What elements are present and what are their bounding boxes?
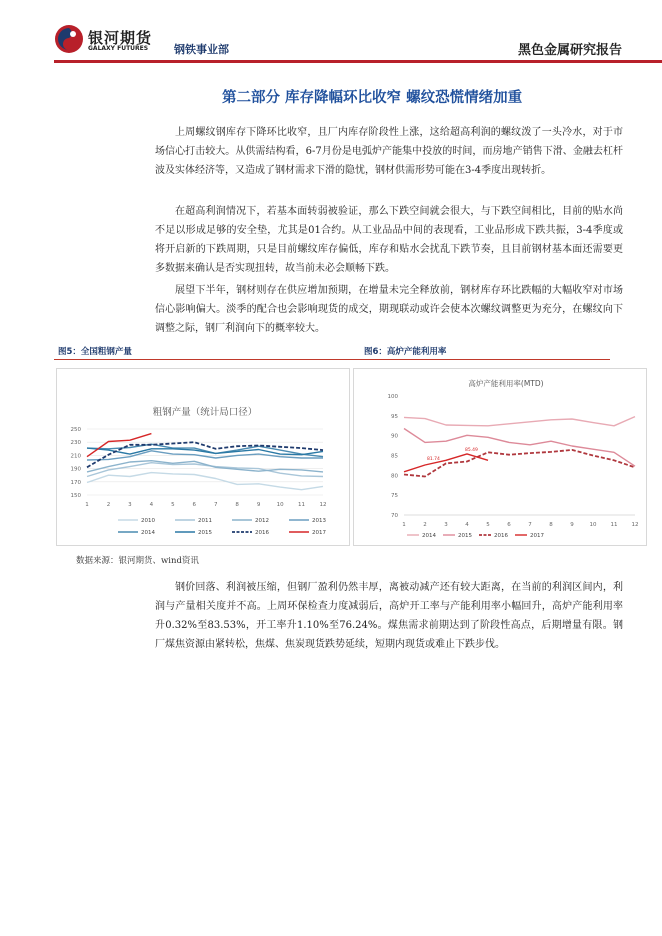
crude-steel-legend-label: 2014 (141, 530, 155, 536)
blast-furnace-legend-label: 2016 (494, 533, 508, 539)
crude-steel-legend-label: 2012 (255, 518, 269, 524)
crude-steel-legend-label: 2016 (255, 530, 269, 536)
crude-steel-x-tick-label: 9 (256, 502, 261, 508)
header-divider (54, 60, 662, 63)
paragraph-outlook: 展望下半年，钢材则存在供应增加预期，在增量未完全释放前，钢材库存环比跌幅的大幅收窄对市场信心影响偏大。淡季的配合也会影响现货的成交，期现联动或许会使本次螺纹调整更为充分，在螺纹向下调整之际，钢厂利润向下的概率较大。 (155, 285, 623, 334)
blast-furnace-chart (353, 368, 647, 546)
paragraph-inventory: 上周螺纹钢库存下降环比收窄，且厂内库存阶段性上涨，这给超高利润的螺纹泼了一头冷水，对于市场信心打击较大。从供需结构看，6-7月份是电弧炉产能集中投放的时间，而房地产销售下滑、金融去杠杆波及实体经济等，又造成了钢材需求下滑的隐忧，钢材供需形势可能在3-4季度出现转折。 (155, 127, 623, 176)
blast-furnace-x-tick-label: 1 (402, 522, 406, 528)
crude-steel-x-tick-label: 10 (276, 502, 284, 508)
crude-steel-legend-label: 2013 (312, 518, 326, 524)
logo-text: 银河期货 (88, 29, 153, 47)
crude-steel-legend-label: 2010 (141, 518, 155, 524)
galaxy-logo-icon (54, 24, 84, 54)
blast-furnace-x-tick-label: 10 (589, 522, 597, 528)
section-title: 第二部分 库存降幅环比收窄 螺纹恐慌情绪加重 (222, 90, 523, 106)
department-name: 钢铁事业部 (174, 43, 229, 56)
crude-steel-y-tick-label: 250 (70, 427, 81, 433)
crude-steel-y-tick-label: 210 (70, 453, 81, 460)
crude-steel-chart-svg (57, 369, 349, 545)
crude-steel-chart-title: 粗钢产量（统计局口径） (152, 407, 258, 418)
blast-furnace-annotation: 81.74 (427, 457, 440, 463)
crude-steel-series-2010 (87, 473, 323, 490)
crude-steel-x-tick-label: 12 (319, 502, 327, 508)
blast-furnace-legend-label: 2015 (458, 533, 472, 539)
figure6-label: 图6：高炉产能利用率 (364, 347, 447, 357)
blast-furnace-annotation: 85.49 (465, 447, 478, 453)
crude-steel-series-2012 (87, 461, 323, 472)
blast-furnace-x-tick-label: 3 (444, 522, 448, 528)
crude-steel-legend-label: 2011 (198, 518, 212, 524)
blast-furnace-y-tick-label: 90 (391, 433, 398, 440)
data-source: 数据来源：银河期货、wind资讯 (76, 556, 199, 566)
blast-furnace-y-tick-label: 75 (391, 493, 398, 500)
crude-steel-x-tick-label: 4 (149, 502, 154, 508)
crude-steel-legend-label: 2017 (312, 530, 326, 536)
blast-furnace-x-tick-label: 2 (423, 522, 427, 528)
crude-steel-y-tick-label: 190 (70, 466, 81, 473)
blast-furnace-y-tick-label: 95 (391, 413, 398, 420)
crude-steel-x-tick-label: 8 (235, 502, 239, 508)
crude-steel-x-tick-label: 6 (192, 502, 197, 508)
blast-furnace-series-2014 (404, 417, 635, 426)
crude-steel-y-tick-label: 230 (70, 440, 81, 447)
paragraph-blast-furnace: 钢价回落、利润被压缩，但钢厂盈利仍然丰厚，离被动减产还有较大距离，在当前的利润区间内，利润与产量相关度并不高。上周环保检查力度减弱后，高炉开工率与产能利用率小幅回升，高炉产能利用率升0.32%至83.53%，开工率升1.10%至76.24%。煤焦需求前期达到了阶段性高点，后期增量有限。钢厂煤焦资源由紧转松，焦煤、焦炭现货跌势延续，短期内现货或难止下跌步伐。 (155, 582, 623, 650)
report-type: 黑色金属研究报告 (517, 43, 622, 58)
blast-furnace-y-tick-label: 80 (391, 473, 398, 480)
crude-steel-chart (56, 368, 350, 546)
blast-furnace-x-tick-label: 4 (465, 522, 469, 528)
crude-steel-x-tick-label: 2 (106, 502, 111, 508)
blast-furnace-x-tick-label: 9 (570, 522, 574, 528)
blast-furnace-x-tick-label: 7 (528, 522, 532, 528)
blast-furnace-legend-label: 2017 (530, 533, 544, 539)
figure-divider (54, 359, 610, 360)
crude-steel-x-tick-label: 5 (171, 502, 175, 508)
blast-furnace-y-tick-label: 85 (391, 453, 398, 460)
logo-english-text: GALAXY FUTURES (88, 45, 149, 52)
blast-furnace-chart-svg (354, 369, 646, 545)
blast-furnace-x-tick-label: 6 (507, 522, 511, 528)
crude-steel-x-tick-label: 7 (213, 502, 218, 508)
crude-steel-x-tick-label: 11 (298, 502, 306, 508)
blast-furnace-x-tick-label: 12 (631, 522, 639, 528)
blast-furnace-y-tick-label: 70 (391, 513, 398, 519)
crude-steel-y-tick-label: 150 (70, 493, 81, 499)
crude-steel-x-tick-label: 3 (128, 502, 132, 508)
blast-furnace-x-tick-label: 5 (486, 522, 490, 528)
blast-furnace-x-tick-label: 11 (610, 522, 618, 528)
blast-furnace-chart-title: 高炉产能利用率(MTD) (468, 379, 544, 388)
blast-furnace-y-tick-label: 100 (387, 394, 398, 400)
crude-steel-legend-label: 2015 (198, 530, 212, 536)
figure5-label: 图5：全国粗钢产量 (58, 347, 132, 357)
blast-furnace-series-2016 (404, 450, 635, 477)
paragraph-profit: 在超高利润情况下，若基本面转弱被验证，那么下跌空间就会很大，与下跌空间相比，目前的贴水尚不足以形成足够的安全垫，尤其是01合约。从工业品品中间的表现看，工业品形成下跌共振，3-4季度或将开启新的下跌周期，只是目前螺纹库存偏低，库存和贴水会扰乱下跌节奏，且目前钢材基本面还需要更多数据来确认是否实现扭转，故当前未必会顺畅下跌。 (155, 206, 623, 274)
blast-furnace-legend-label: 2014 (422, 533, 436, 539)
page-header (0, 0, 662, 62)
crude-steel-x-tick-label: 1 (85, 502, 89, 508)
blast-furnace-x-tick-label: 8 (549, 522, 553, 528)
crude-steel-y-tick-label: 170 (70, 479, 81, 486)
